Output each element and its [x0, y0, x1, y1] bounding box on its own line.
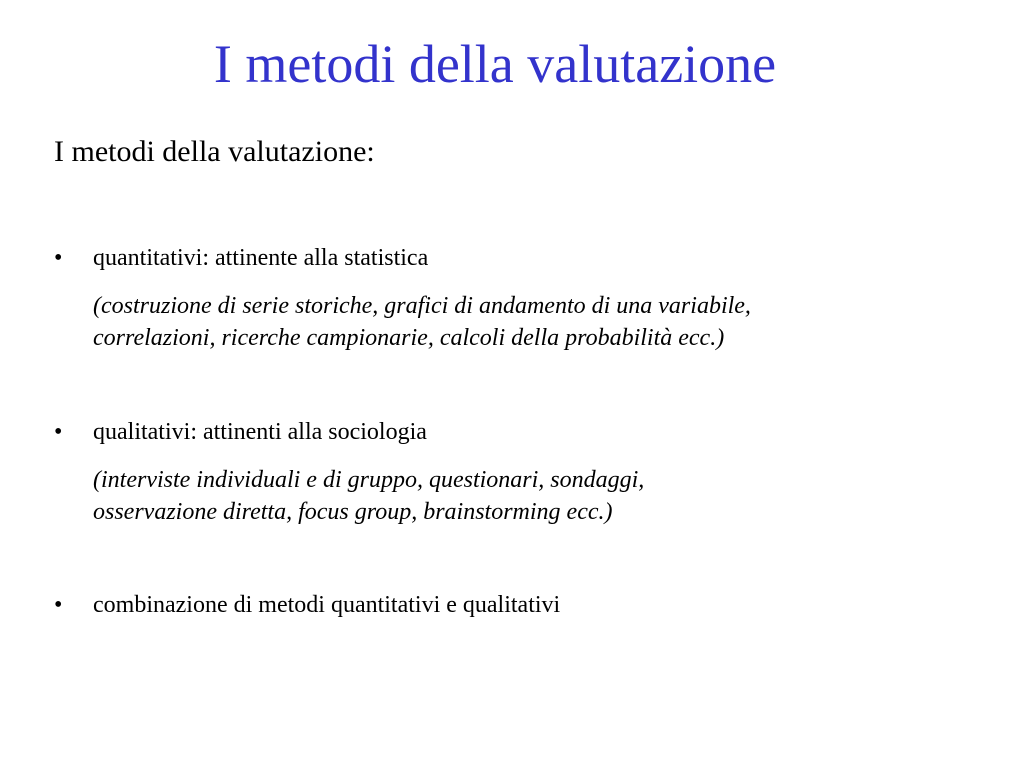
bullet-detail-line: osservazione diretta, focus group, brainstorming ecc.): [93, 499, 613, 525]
bullet-detail: [93, 464, 644, 528]
bullet-detail-line: (interviste individuali e di gruppo, questionari, sondaggi,: [93, 467, 645, 493]
intro-heading: I metodi della valutazione:: [54, 135, 375, 168]
bullet-text: qualitativi: attinenti alla sociologia: [93, 419, 427, 445]
bullet-detail-line: (costruzione di serie storiche, grafici di andamento di una variabile,: [93, 293, 751, 319]
bullet-marker: •: [54, 592, 63, 618]
bullet-detail-line: correlazioni, ricerche campionarie, calcoli della probabilità ecc.): [93, 325, 725, 351]
bullet-marker: •: [54, 245, 63, 271]
slide-title: I metodi della valutazione: [213, 34, 777, 94]
bullet-detail: [93, 290, 751, 354]
bullet-marker: •: [54, 419, 63, 445]
bullet-text: combinazione di metodi quantitativi e qualitativi: [93, 592, 561, 618]
bullet-text: quantitativi: attinente alla statistica: [93, 245, 429, 271]
